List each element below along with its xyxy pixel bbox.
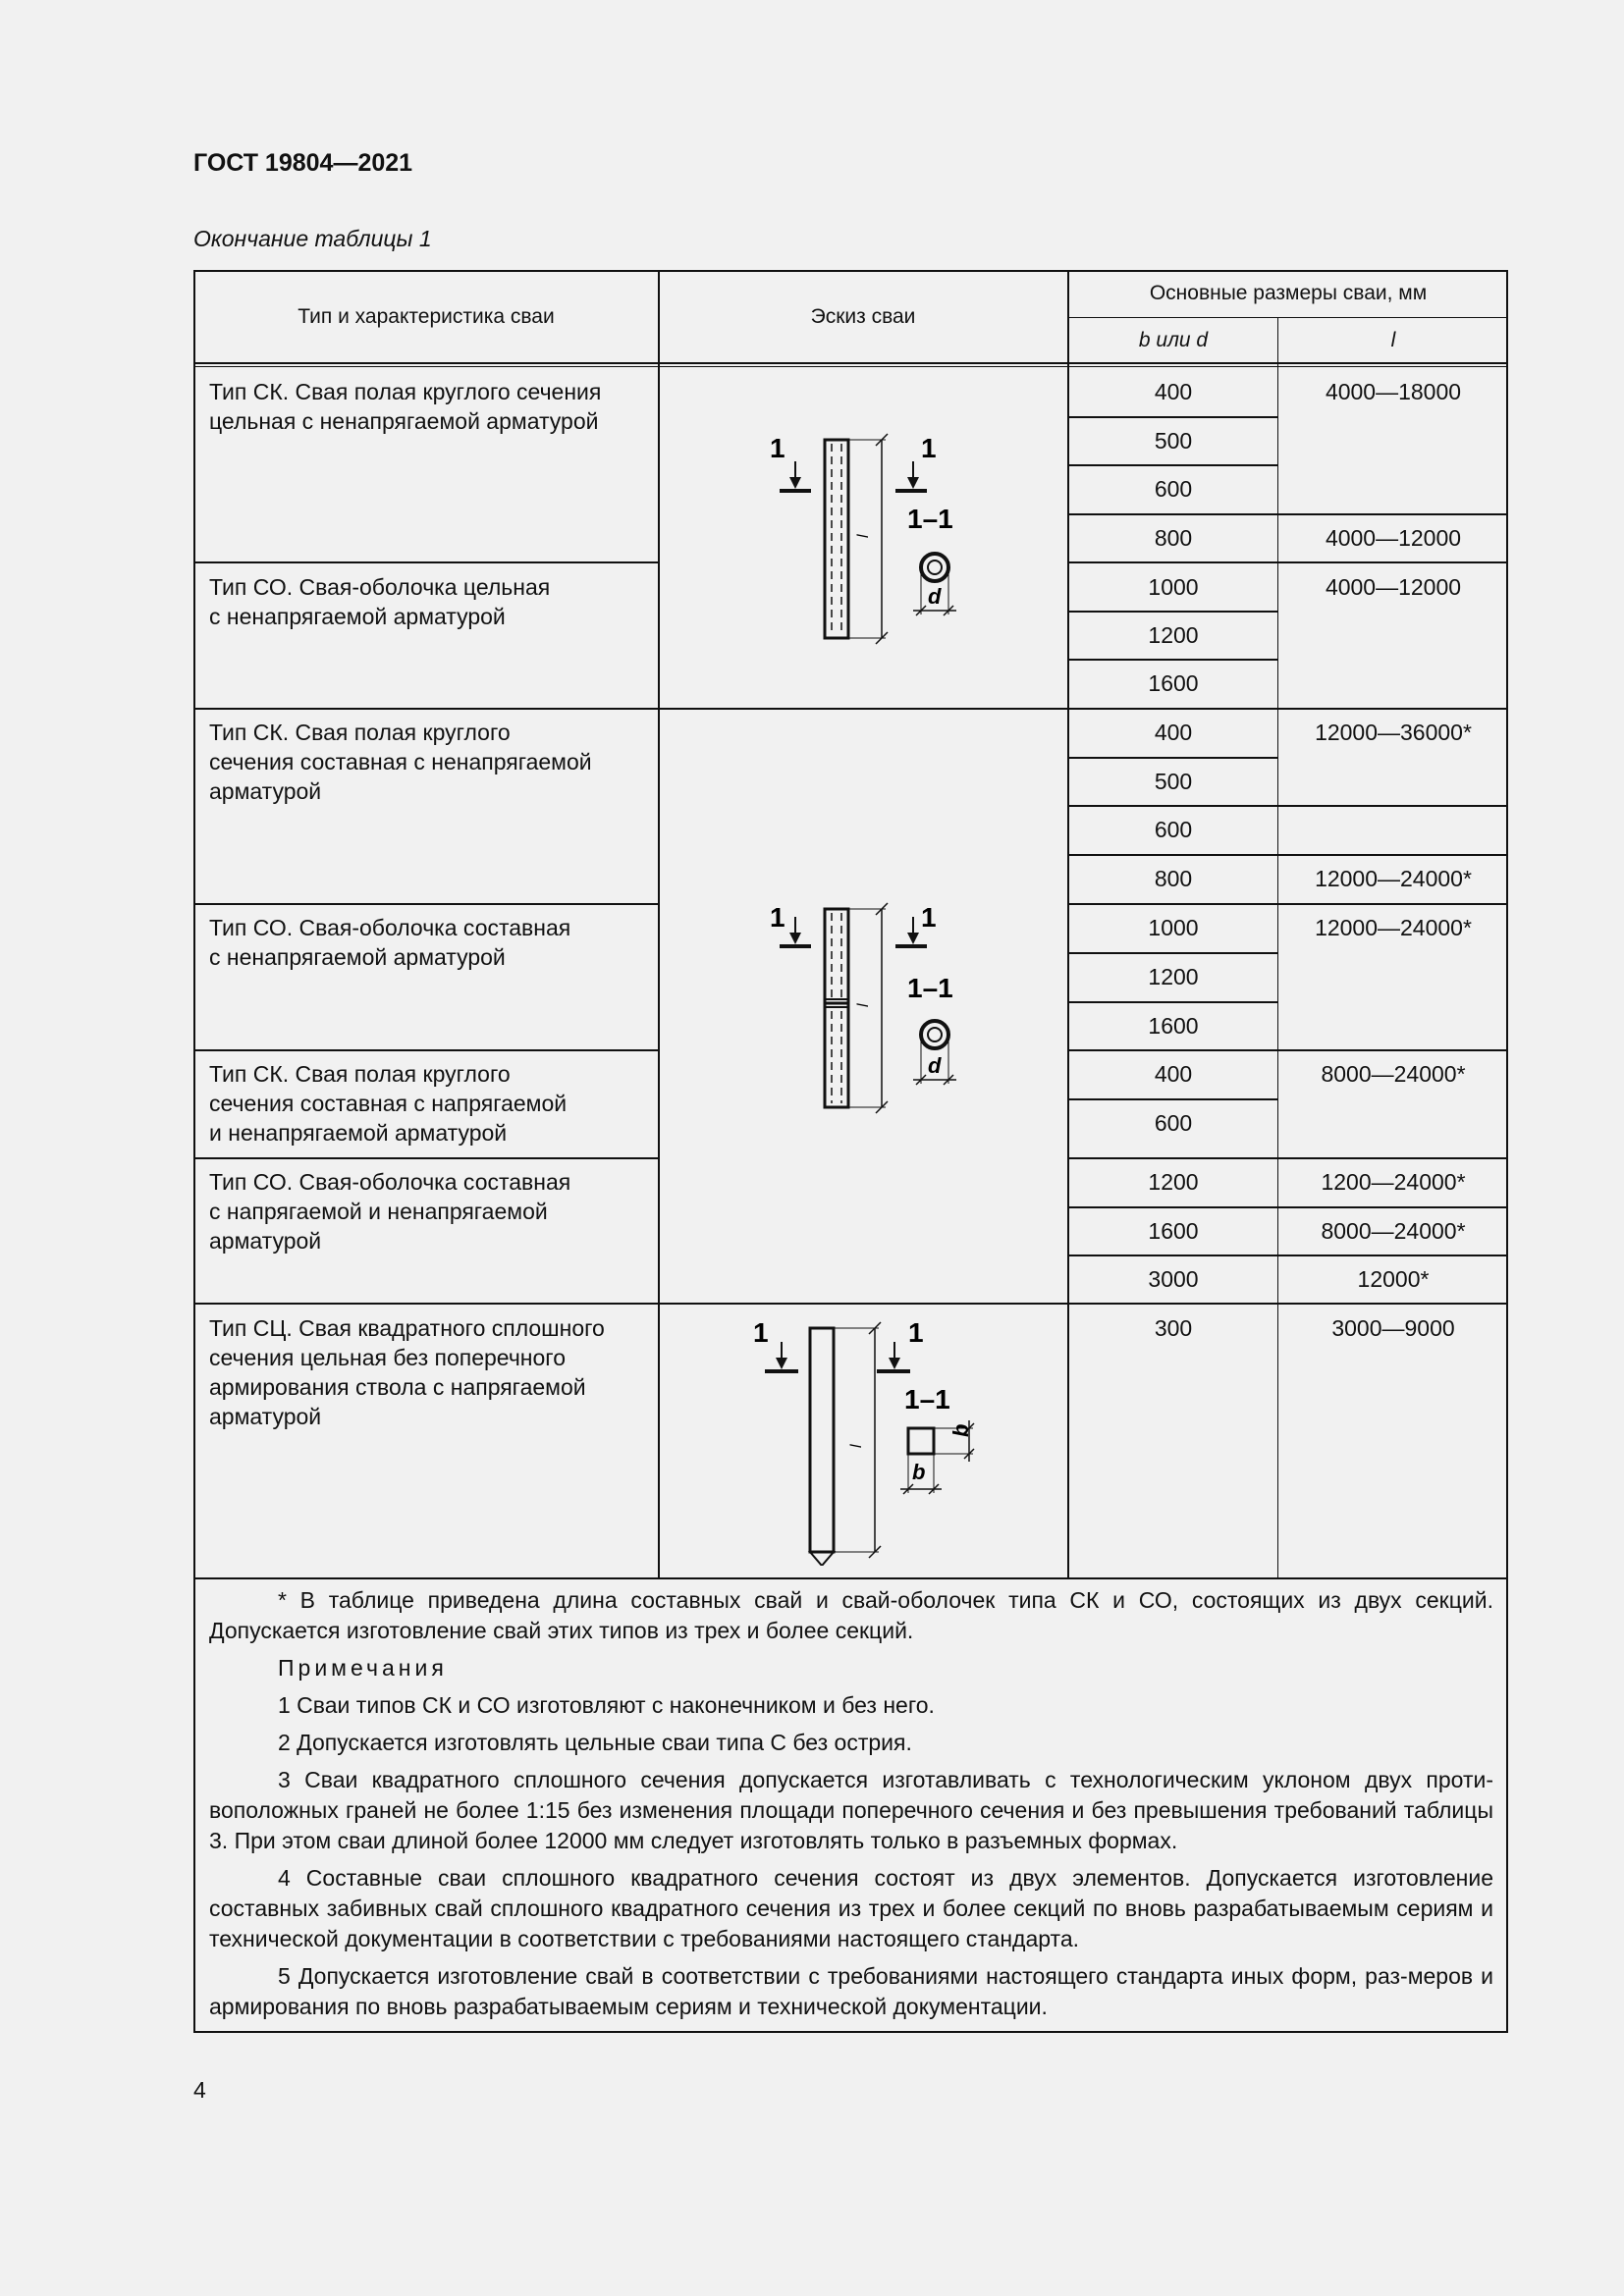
row-line [1068, 757, 1278, 759]
l-value: 8000—24000* [1321, 1061, 1466, 1087]
section-label: 1–1 [904, 1384, 950, 1415]
section-label: 1–1 [907, 973, 953, 1003]
row-line [1068, 952, 1278, 954]
row-line [1068, 1157, 1508, 1159]
type-desc: Тип СО. Свая-оболочка составная с напрягаемой и ненапрягаемой арматурой [209, 1169, 571, 1254]
header-type: Тип и характеристика сваи [298, 305, 555, 328]
section-mark-left: 1 [753, 1317, 769, 1348]
note-item: 2 Допускается изготовлять цельные сваи типа С без острия. [278, 1730, 912, 1755]
note-item: 1 Сваи типов СК и СО изготовляют с наконечником и без него. [278, 1692, 935, 1718]
b-value: 600 [1154, 817, 1193, 842]
b-value: 400 [1154, 1061, 1193, 1087]
note-item: 4 Составные сваи сплошного квадратного сечения состоят из двух элементов. Допускается изготовление составных забивных свай сплошного квадратного сечения из трех и более секций по вновь разрабатываемым сериям и технической документации в соответствии с требованиями настоящего стандарта. [209, 1865, 1493, 1951]
header-length: l [1390, 329, 1396, 351]
b-value: 1200 [1148, 964, 1199, 989]
group-sep-1 [193, 708, 1508, 710]
row-line [1068, 1206, 1508, 1208]
row-line [1068, 659, 1278, 661]
l-value: 3000—9000 [1331, 1315, 1455, 1341]
footnote: * В таблице приведена длина составных свай и свай-оболочек типа СК и СО, состоящих из двух секций. Допускается изготовление свай этих типов из трех и более секций. [209, 1587, 1493, 1643]
row-line [1068, 1098, 1278, 1100]
type-desc: Тип СК. Свая полая круглого сечения составная с ненапрягаемой арматурой [209, 720, 592, 804]
pile-sketch-round-solid [756, 422, 982, 658]
b-value: 1000 [1148, 915, 1199, 940]
pile-sketch-square [741, 1310, 997, 1566]
b-value: 500 [1154, 428, 1193, 454]
row-line [1068, 611, 1278, 613]
group-sep-2 [193, 1303, 1508, 1305]
standard-title: ГОСТ 19804—2021 [193, 149, 413, 177]
header-sketch: Эскиз сваи [810, 305, 916, 328]
diameter-label: d [928, 584, 942, 609]
table-body-bottom [193, 1577, 1508, 1579]
b-value: 500 [1154, 769, 1193, 794]
length-label: l [848, 1444, 865, 1448]
b-value: 1000 [1148, 574, 1199, 600]
type-sep-c [193, 1049, 659, 1051]
section-mark-left: 1 [770, 433, 785, 463]
b-value: 1200 [1148, 622, 1199, 648]
row-line [1068, 464, 1278, 466]
row-line [1068, 561, 1508, 563]
section-label: 1–1 [907, 504, 953, 534]
diameter-label: d [928, 1053, 942, 1078]
b-value: 1600 [1148, 1013, 1199, 1039]
b-value: 1200 [1148, 1169, 1199, 1195]
length-label: l [855, 534, 872, 538]
b-value: 1600 [1148, 670, 1199, 696]
type-sep-b [193, 903, 659, 905]
side-label-right: b [948, 1423, 973, 1437]
row-line [1068, 513, 1508, 515]
table-caption: Окончание таблицы 1 [193, 226, 432, 251]
type-desc: Тип СО. Свая-оболочка составная с ненапрягаемой арматурой [209, 915, 571, 970]
type-desc: Тип СК. Свая полая круглого сечения составная с напрягаемой и ненапрягаемой арматурой [209, 1061, 568, 1146]
b-value: 800 [1154, 525, 1193, 551]
section-mark-right: 1 [921, 433, 937, 463]
row-line [1068, 854, 1508, 856]
l-value: 4000—12000 [1325, 574, 1462, 600]
note-item: 3 Сваи квадратного сплошного сечения допускается изготавливать с технологическим уклоном двух проти-воположных граней не более 1:15 без изменения площади поперечного сечения и без превышения требований таблицы 3. При этом сваи длиной более 12000 мм следует изготовлять только в разъемных формах. [209, 1767, 1493, 1853]
l-value: 12000—36000* [1315, 720, 1472, 745]
section-mark-right: 1 [908, 1317, 924, 1348]
col-divider-3 [1277, 317, 1278, 1577]
l-value: 12000—24000* [1315, 866, 1472, 891]
row-line [1068, 1049, 1508, 1051]
row-line [1068, 805, 1508, 807]
type-desc: Тип СК. Свая полая круглого сечения цельная с ненапрягаемой арматурой [209, 379, 602, 434]
row-line [1068, 1255, 1508, 1256]
l-value: 4000—12000 [1325, 525, 1462, 551]
note-item: 5 Допускается изготовление свай в соответствии с требованиями настоящего стандарта иных форм, раз-меров и армирования по вновь разрабатываемым сериям и технической документации. [209, 1963, 1493, 2019]
b-value: 600 [1154, 476, 1193, 502]
type-sep-a [193, 561, 659, 563]
header-bottom-double [193, 366, 1508, 367]
l-value: 8000—24000* [1321, 1218, 1466, 1244]
l-value: 12000—24000* [1315, 915, 1472, 940]
b-value: 1600 [1148, 1218, 1199, 1244]
b-value: 3000 [1148, 1266, 1199, 1292]
notes-block [209, 1585, 1493, 2029]
type-desc: Тип СО. Свая-оболочка цельная с ненапрягаемой арматурой [209, 574, 551, 629]
b-value: 800 [1154, 866, 1193, 891]
section-mark-left: 1 [770, 902, 785, 933]
length-label: l [855, 1003, 872, 1007]
side-label-bottom: b [912, 1460, 926, 1484]
b-value: 600 [1154, 1110, 1193, 1136]
row-line [1068, 1001, 1278, 1003]
row-line [1068, 903, 1508, 905]
l-value: 4000—18000 [1325, 379, 1462, 404]
section-mark-right: 1 [921, 902, 937, 933]
l-value: 12000* [1357, 1266, 1430, 1292]
type-desc: Тип СЦ. Свая квадратного сплошного сечения цельная без поперечного армирования ствола с напрягаемой арматурой [209, 1315, 605, 1429]
notes-heading: Примечания [278, 1655, 448, 1681]
page-number: 4 [193, 2077, 206, 2103]
b-value: 400 [1154, 379, 1193, 404]
pile-sketch-round-composite [756, 891, 982, 1127]
header-dims: Основные размеры сваи, мм [1149, 282, 1428, 304]
l-value: 1200—24000* [1321, 1169, 1466, 1195]
header-b-or-d: b или d [1138, 329, 1209, 351]
b-value: 300 [1154, 1315, 1193, 1341]
type-sep-d [193, 1157, 659, 1159]
b-value: 400 [1154, 720, 1193, 745]
row-line [1068, 416, 1278, 418]
